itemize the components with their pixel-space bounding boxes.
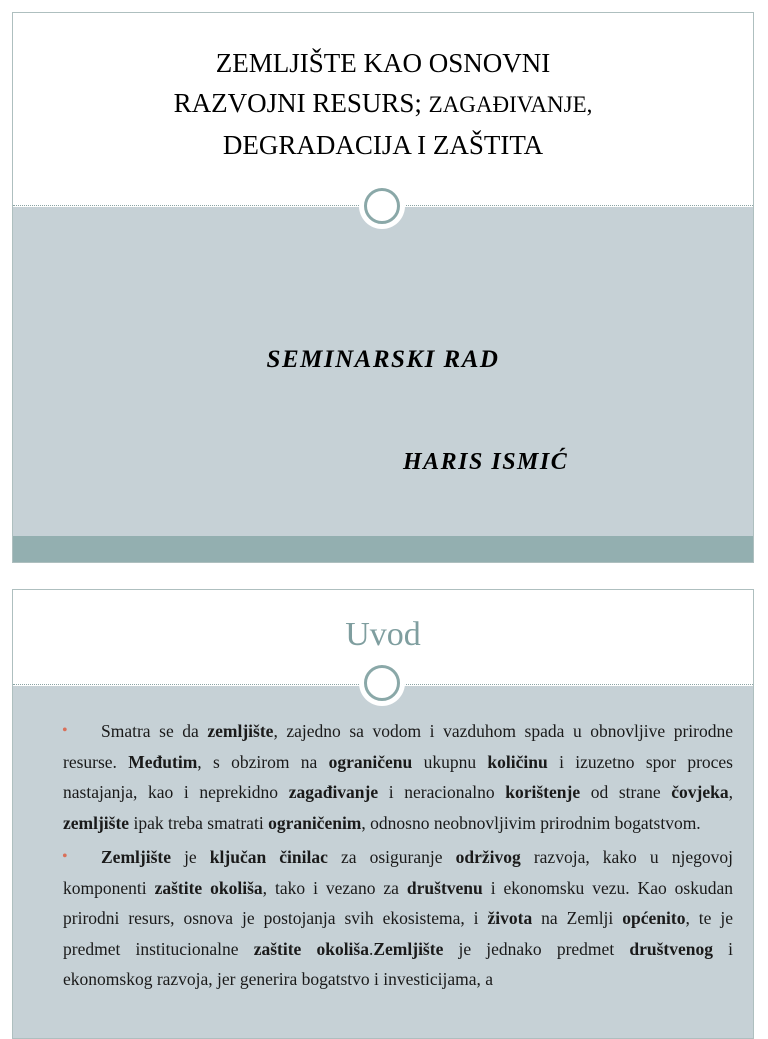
text-run: ukupnu (412, 751, 488, 772)
bold-term: održivog (455, 847, 521, 867)
bold-term: zaštite okoliša (253, 938, 369, 959)
bold-term: zemljište (207, 721, 274, 741)
title-line-3: DEGRADACIJA I ZAŠTITA (222, 130, 544, 160)
bullet-paragraph-1 (63, 716, 733, 838)
content-slide (12, 589, 754, 1039)
text-run: razvoja, kako u njegovoj komponenti (63, 847, 733, 898)
text-run: Smatra se da (101, 721, 208, 741)
author-name: HARIS ISMIĆ (403, 449, 569, 475)
text-run: , te je predmet institucionalne (63, 908, 733, 959)
text-run: i ekonomsku vezu. Kao oskudan prirodni resurs, osnova je postojanja svih ekosistema, i (63, 877, 733, 928)
bold-term: općenito (622, 908, 686, 928)
slide-subtitle: SEMINARSKI RAD (266, 346, 500, 373)
text-run: ipak treba smatrati (129, 812, 269, 833)
bold-term: zemljište (63, 812, 130, 833)
footer-bar (13, 536, 753, 562)
bold-term: društvenog (629, 938, 713, 959)
ring-ornament-icon (359, 183, 405, 229)
text-run: i ekonomskog razvoja, jer generira bogatstvo i investicijama, a (63, 938, 733, 989)
bold-term: ograničenim (268, 812, 362, 833)
title-line-2-small: ZAGAĐIVANJE, (428, 92, 593, 117)
bold-term: Međutim (128, 751, 198, 772)
bold-term: Zemljište (101, 847, 171, 867)
paragraph-text (63, 721, 733, 833)
bold-term: ključan činilac (209, 847, 328, 867)
bold-term: društvenu (406, 877, 483, 898)
bullet-paragraph-2 (63, 842, 733, 995)
bold-term: života (487, 908, 533, 928)
title-line-1: ZEMLJIŠTE KAO OSNOVNI (215, 48, 551, 78)
text-run: , zajedno sa vodom i vazduhom spada u obnovljive prirodne resurse. (63, 721, 733, 772)
text-run: , odnosno neobnovljivim prirodnim bogatstvom. (361, 812, 701, 833)
text-run: za osiguranje (327, 847, 456, 867)
bold-term: čovjeka (671, 782, 729, 802)
title-line-2-main: RAZVOJNI RESURS; (173, 88, 422, 118)
text-run: i neracionalno (378, 782, 506, 802)
bold-term: količinu (487, 751, 548, 772)
text-run: je jednako predmet (443, 938, 630, 959)
text-run: i izuzetno spor proces nastajanja, kao i neprekidno (63, 751, 733, 802)
bold-term: zagađivanje (288, 782, 379, 802)
bold-term: zaštite okoliša (154, 877, 263, 898)
title-slide-header (13, 13, 753, 207)
bold-term: ograničenu (328, 751, 413, 772)
slide-title (13, 43, 753, 165)
text-run: , (728, 782, 733, 802)
paragraph-text (63, 847, 733, 989)
title-line-2 (13, 83, 753, 125)
text-run: na Zemlji (532, 908, 623, 928)
text-run: je (170, 847, 210, 867)
text-run: , tako i vezano za (262, 877, 407, 898)
slide-body (63, 716, 733, 999)
bullet-icon: • (62, 722, 68, 739)
ring-ornament-icon (359, 660, 405, 706)
title-slide (12, 12, 754, 563)
slide-heading: Uvod (345, 616, 421, 653)
bold-term: korištenje (505, 782, 581, 802)
text-run: od strane (580, 782, 672, 802)
bold-term: Zemljište (373, 938, 444, 959)
text-run: , s obzirom na (197, 751, 329, 772)
text-run: . (368, 938, 374, 959)
bullet-icon: • (62, 848, 68, 865)
